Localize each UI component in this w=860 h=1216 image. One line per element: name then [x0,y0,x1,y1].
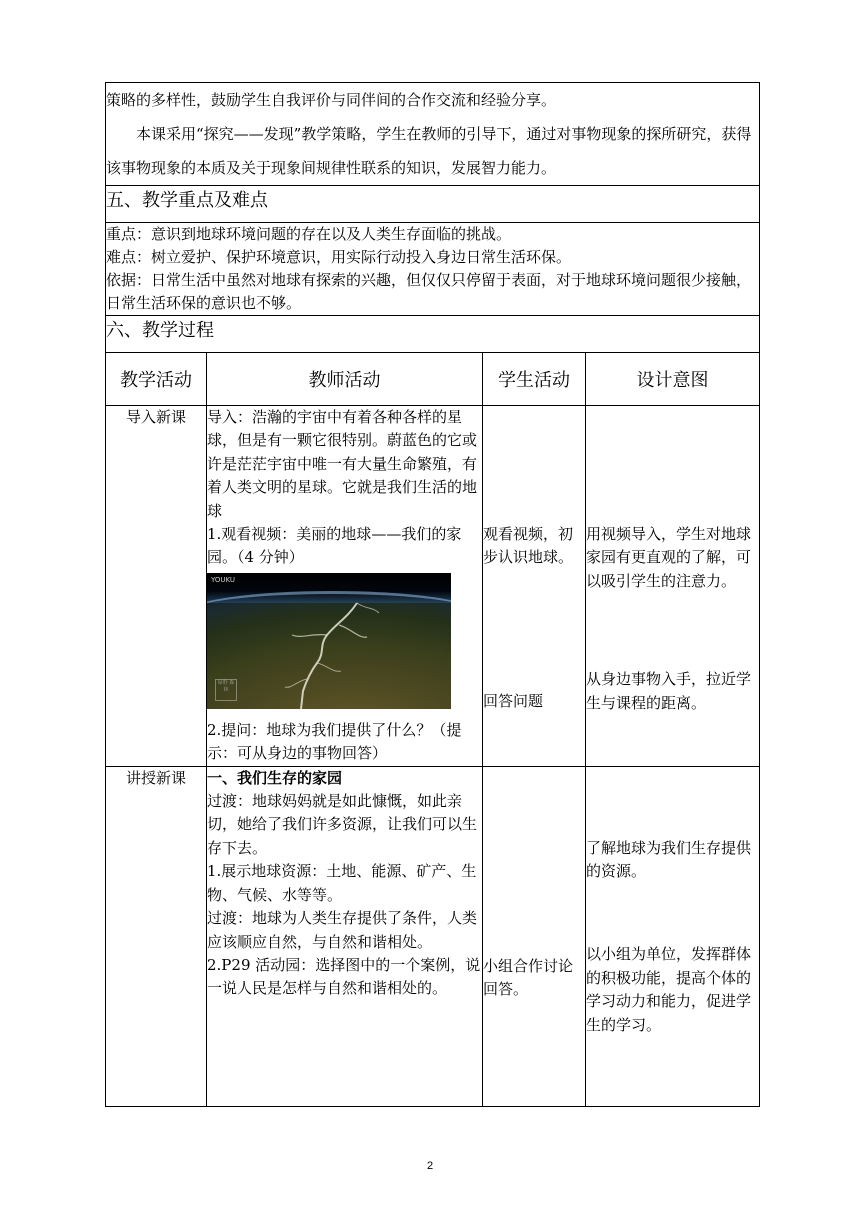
spacer [586,767,759,837]
spacer [586,406,759,523]
student-answer: 回答问题 [483,691,544,710]
teacher-cell [207,406,483,767]
key-point-text: 重点：意识到地球环境问题的存在以及人类生存面临的挑战。 [106,225,512,243]
spacer [586,883,759,943]
page-number: 2 [426,1160,434,1172]
section5-heading-row [106,186,760,223]
design-video: 用视频导入，学生对地球家园有更直观的了解，可以吸引学生的注意力。 [586,525,752,590]
student-cell [483,406,586,767]
teacher-step2: 2.提问：地球为我们提供了什么？（提示：可从身边的事物回答） [207,720,462,763]
activity-label: 讲授新课 [125,768,186,787]
lesson-plan-table [105,82,760,1107]
spacer [483,406,585,523]
intro-cell [106,83,760,186]
design-resources: 了解地球为我们生存提供的资源。 [586,838,752,881]
spacer [483,767,585,955]
teacher-heading: 一、我们生存的家园 [207,768,343,787]
intro-row [106,83,760,186]
student-cell [483,766,586,1106]
key-points-row [106,223,760,316]
intro-line: 策略的多样性，鼓励学生自我评价与同伴间的合作交流和经验分享。 [106,91,557,109]
design-cell [586,766,760,1106]
table-header-row [106,353,760,406]
header-activity: 教学活动 [106,353,207,406]
teacher-activity-garden: 2.P29 活动园：选择图中的一个案例，说一说人民是怎样与自然和谐相处的。 [207,955,481,998]
section5-title: 五、教学重点及难点 [106,186,760,223]
student-group: 小组合作讨论回答。 [483,956,574,999]
header-teacher: 教师活动 [207,353,483,406]
earth-video-image [207,573,451,709]
intro-paragraph: 本课采用“探究——发现”教学策略，学生在教师的引导下，通过对事物现象的探所研究，获得该事物现象的本质及关于现象间规律性联系的知识，发展智力能力。 [106,125,752,177]
teacher-cell [207,766,483,1106]
teacher-intro: 导入：浩瀚的宇宙中有着各种各样的星球，但是有一颗它很特别。蔚蓝色的它或许是茫茫宇宙中唯一有大量生命繁殖，有着人类文明的星球。它就是我们生活的地球 [207,408,478,520]
header-student: 学生活动 [483,353,586,406]
difficulty-text: 难点：树立爱护、保护环境意识，用实际行动投入身边日常生活环保。 [106,248,572,266]
spacer [483,570,585,690]
teacher-transition1: 过渡：地球妈妈就是如此慷慨，如此亲切，她给了我们许多资源，让我们可以生存下去。 [207,792,478,857]
table-row [106,406,760,767]
section6-title: 六、教学过程 [106,316,760,353]
basis-text: 依据：日常生活中虽然对地球有探索的兴趣，但仅仅只停留于表面，对于地球环境问题很少接触，日常生活环保的意识也不够。 [106,271,752,312]
activity-label: 导入新课 [125,408,186,426]
video-stamp: 绿野 森林 [215,679,237,701]
teacher-resources: 1.展示地球资源：土地、能源、矿产、生物、气候、水等等。 [207,862,477,904]
section6-heading-row [106,316,760,353]
design-nearby: 从身边事物入手，拉近学生与课程的距离。 [586,670,752,712]
key-points-cell [106,223,760,316]
design-cell [586,406,760,767]
teacher-transition2: 过渡：地球为人类生存提供了条件，人类应该顺应自然，与自然和谐相处。 [207,909,478,951]
header-design: 设计意图 [586,353,760,406]
video-watermark: YOUKU [211,575,236,584]
spacer [586,593,759,668]
teacher-step1: 1.观看视频：美丽的地球——我们的家园。（4 分钟） [207,525,462,567]
student-watch: 观看视频，初步认识地球。 [483,525,574,567]
activity-cell [106,406,207,767]
design-group: 以小组为单位，发挥群体的积极功能，提高个体的学习动力和能力，促进学生的学习。 [586,945,752,1034]
activity-cell [106,766,207,1106]
table-row [106,766,760,1106]
river-network [207,573,451,709]
